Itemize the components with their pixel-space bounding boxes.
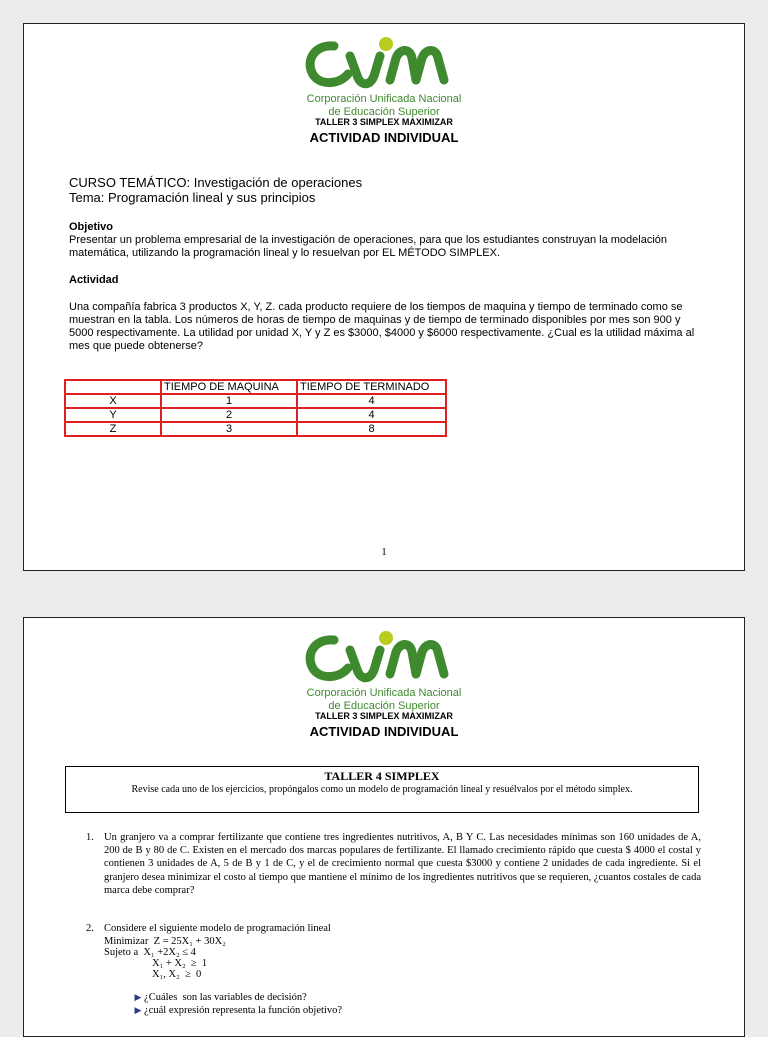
constraint-2: X₁ + X₂ ≥ 1 (152, 958, 208, 969)
table-cell: Z (65, 422, 161, 436)
actividad-title: ACTIVIDAD INDIVIDUAL (309, 724, 459, 739)
table-cell: 2 (161, 408, 297, 422)
table-header-cell (65, 380, 161, 394)
cun-logo (300, 32, 470, 94)
org-name-line1: Corporación Unificada Nacional (306, 93, 462, 105)
table-cell: 4 (297, 408, 446, 422)
table-cell: 3 (161, 422, 297, 436)
actividad-text: Una compañía fabrica 3 productos X, Y, Z. cada producto requiere de los tiempos de maquina y tiempo de terminado como se muestran en la tabla. Los números de horas de tiempo de maquinas y de tiempo de terminado disponibles por mes son 900 y 5000 respectivamente. La utilidad por unidad X, Y y Z es $3000, $4000 y $6000 respectivamente. ¿Cual es la utilidad máxima al mes que puede obtenerse? (69, 301, 695, 352)
arrow-bullet-icon: ▶ (134, 1005, 142, 1015)
org-name-line2: de Educación Superior (328, 106, 440, 118)
table-row (65, 408, 446, 422)
table-row (65, 422, 446, 436)
org-name-line2: de Educación Superior (328, 700, 440, 712)
table-cell: 1 (161, 394, 297, 408)
actividad-title: ACTIVIDAD INDIVIDUAL (309, 130, 459, 145)
actividad-heading: Actividad (69, 274, 119, 286)
taller-title: TALLER 3 SIMPLEX MAXIMIZAR (315, 117, 453, 127)
table-row (65, 394, 446, 408)
table-cell: X (65, 394, 161, 408)
exercise-2-number: 2. (86, 923, 94, 934)
table-cell: 8 (297, 422, 446, 436)
taller4-title: TALLER 4 SIMPLEX (324, 769, 440, 783)
exercise-1-number: 1. (86, 832, 94, 843)
question-1: ¿Cuáles son las variables de decisión? (144, 992, 307, 1003)
table-cell: 4 (297, 394, 446, 408)
constraint-1: Sujeto a X₁ +2X₂ ≤ 4 (104, 947, 196, 958)
document-page-2 (23, 617, 745, 1037)
arrow-bullet-icon: ▶ (134, 992, 142, 1002)
table-cell: Y (65, 408, 161, 422)
question-2: ¿cuál expresión representa la función objetivo? (144, 1005, 343, 1016)
objetivo-text: Presentar un problema empresarial de la investigación de operaciones, para que los estudiantes construyan la modelación matemática, utilizando la programación lineal y lo resuelvan por EL MÉTODO SIMPLEX. (69, 234, 668, 259)
exercise-2-intro: Considere el siguiente modelo de programación lineal (104, 923, 331, 934)
page-number: 1 (381, 546, 387, 558)
tema-line: Tema: Programación lineal y sus principios (69, 190, 316, 205)
objetivo-heading: Objetivo (69, 221, 114, 233)
table-header-cell: TIEMPO DE MAQUINA (161, 380, 297, 394)
taller4-box (65, 766, 699, 813)
taller-title: TALLER 3 SIMPLEX MAXIMIZAR (315, 711, 453, 721)
table-header-cell: TIEMPO DE TERMINADO (297, 380, 446, 394)
exercise-1-text: Un granjero va a comprar fertilizante que contiene tres ingredientes nutritivos, A, B Y C. Las necesidades mínimas son 160 unidades de A, 200 de B y 80 de C. Existen en el mercado dos marcas populares de fertilizante. El llamado crecimiento rápido que cuesta $ 4000 el costal y contienen 3 unidades de A, 5 de B y 1 de C, y el de crecimiento normal que cuesta $3000 y contiene 2 unidades de cada ingrediente. Si el granjero desea minimizar el costo al tiempo que mantiene el mínimo de los ingredientes nutritivos que se requieren, ¿cuantos costales de cada marca debe comprar? (104, 832, 701, 896)
objective-function: Minimizar Z = 25X₁ + 30X₂ (104, 936, 226, 947)
data-table (64, 379, 447, 437)
constraint-3: X₁, X₂ ≥ 0 (152, 969, 202, 980)
question-bullet-2 (124, 994, 342, 1027)
taller4-instructions: Revise cada uno de los ejercicios, propóngalos como un modelo de programación lineal y resuélvalos por el método simplex. (131, 784, 633, 795)
table-header-row (65, 380, 446, 394)
curso-line: CURSO TEMÁTICO: Investigación de operaciones (69, 175, 363, 190)
document-page-1 (23, 23, 745, 571)
cun-logo (300, 626, 470, 688)
org-name-line1: Corporación Unificada Nacional (306, 687, 462, 699)
